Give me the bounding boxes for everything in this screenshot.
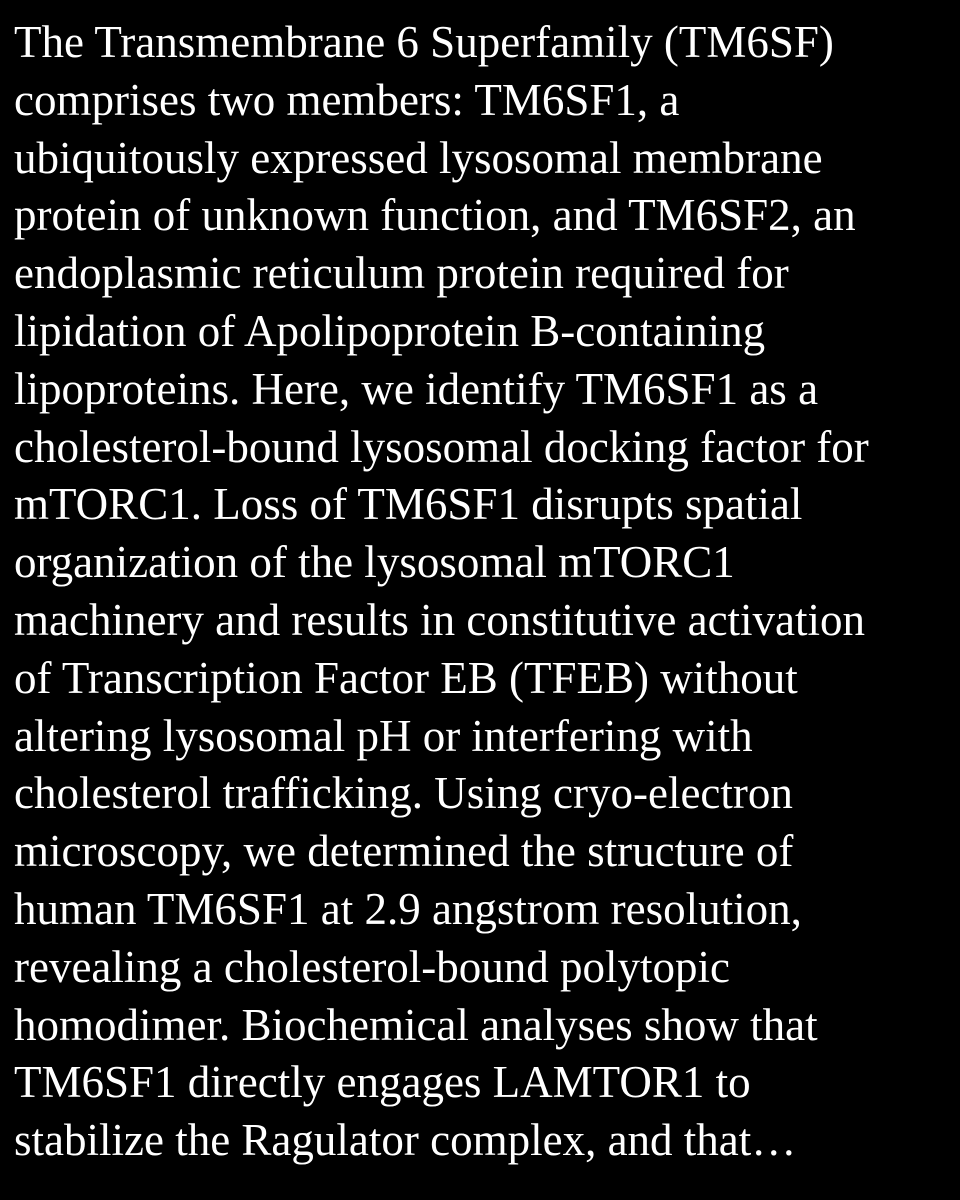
text-line: machinery and results in constitutive activation <box>14 594 866 645</box>
text-line: organization of the lysosomal mTORC1 <box>14 537 735 588</box>
text-line: endoplasmic reticulum protein required for <box>14 248 789 299</box>
text-line: stabilize the Ragulator complex, and that… <box>14 1115 797 1166</box>
text-line: cholesterol trafficking. Using cryo-electron <box>14 768 793 819</box>
text-line: TM6SF1 directly engages LAMTOR1 to <box>14 1057 751 1108</box>
text-line: homodimer. Biochemical analyses show that <box>14 999 818 1050</box>
text-line: ubiquitously expressed lysosomal membrane <box>14 132 823 183</box>
text-line: of Transcription Factor EB (TFEB) without <box>14 652 798 703</box>
text-line: altering lysosomal pH or interfering with <box>14 710 753 761</box>
text-line: protein of unknown function, and TM6SF2, an <box>14 190 856 241</box>
text-line: cholesterol-bound lysosomal docking factor for <box>14 421 869 472</box>
text-line: mTORC1. Loss of TM6SF1 disrupts spatial <box>14 479 803 530</box>
text-line: The Transmembrane 6 Superfamily (TM6SF) <box>14 17 834 67</box>
text-line: comprises two members: TM6SF1, a <box>14 74 680 125</box>
text-line: human TM6SF1 at 2.9 angstrom resolution, <box>14 883 802 934</box>
abstract-text <box>14 14 946 1170</box>
text-line: lipidation of Apolipoprotein B-containing <box>14 305 766 356</box>
text-line: lipoproteins. Here, we identify TM6SF1 as a <box>14 363 819 414</box>
text-line: microscopy, we determined the structure of <box>14 826 794 877</box>
text-line: revealing a cholesterol-bound polytopic <box>14 941 731 992</box>
